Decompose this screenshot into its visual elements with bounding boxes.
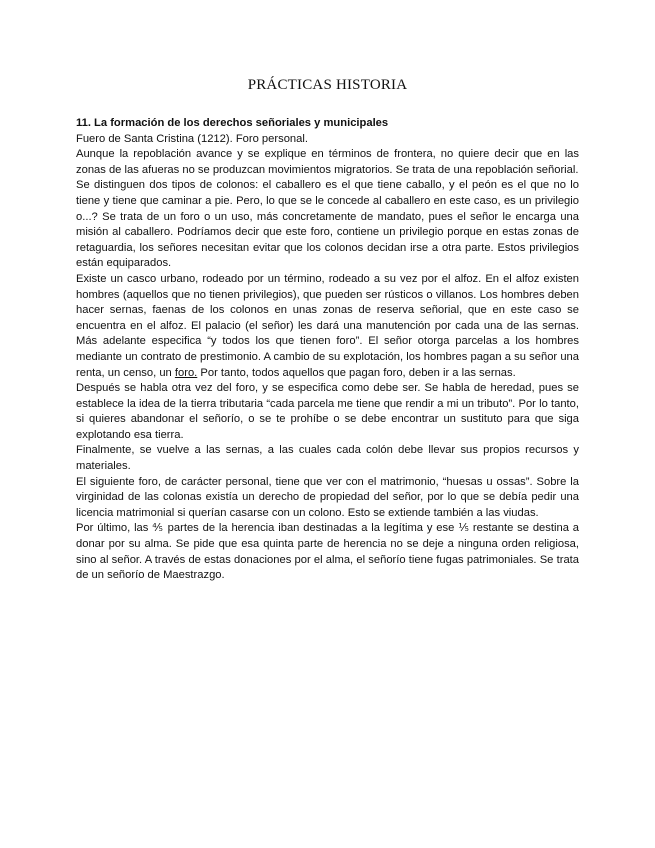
- document-title: PRÁCTICAS HISTORIA: [247, 77, 408, 93]
- intro-line: Fuero de Santa Cristina (1212). Foro personal.: [76, 132, 308, 145]
- paragraph-repoblacion: Aunque la repoblación avance y se explique en términos de frontera, no quiere decir que en las zonas de las afueras no se produzcan movimientos migratorios. Se trata de una repoblación señorial.: [76, 148, 579, 176]
- paragraph-heredad: Después se habla otra vez del foro, y se especifica como debe ser. Se habla de heredad, pues se establece la idea de la tierra tributaria “cada parcela me tiene que rendir a mi un tributo”. Por lo tanto, si quieres abandonar el señorío, o se te prohíbe o se debe encontrar un sustituto para que siga explotando esa tierra.: [76, 382, 579, 441]
- section-heading: 11. La formación de los derechos señoriales y municipales: [76, 117, 389, 129]
- paragraph-casco-urbano-text-start: Existe un casco urbano, rodeado por un término, rodeado a su vez por el alfoz. En el alfoz existen hombres (aquellos que no tienen privilegios), que pueden ser rústicos o villanos. Los hombres deben hacer sernas, faenas de los colonos en unas zonas de reserva señorial, que en este caso se encuentra en el alfoz. El palacio (el señor) les dará una manutención por cada una de las sernas. Más adelante especifica “y todos los que tienen foro”. El señor otorga parcelas a los hombres mediante un contrato de prestimonio. A cambio de su explotación, los hombres pagan a su señor una renta, un censo, un: [76, 272, 579, 379]
- document-body: [76, 116, 579, 584]
- paragraph-sernas: Finalmente, se vuelve a las sernas, a las cuales cada colón debe llevar sus propios recursos y materiales.: [76, 444, 579, 473]
- paragraph-herencia: Por último, las ⅘ partes de la herencia iban destinadas a la legítima y ese ⅕ restante se destina a donar por su alma. Se pide que esa quinta parte de herencia no se deje a ninguna orden religiosa, sino al señor. A través de estas donaciones por el alma, el señorío tiene fugas patrimoniales. Se trata de un señorío de Maestrazgo.: [76, 522, 579, 582]
- paragraph-casco-urbano: [76, 272, 579, 381]
- paragraph-matrimonio: El siguiente foro, de carácter personal, tiene que ver con el matrimonio, “huesas u ossas”. Sobre la virginidad de las colonas existía un derecho de propiedad del señor, por lo que se debía pedir una licencia matrimonial si querían casarse con un colono. Esto se extiende también a las viudas.: [76, 475, 579, 519]
- paragraph-casco-urbano-text-end: Por tanto, todos aquellos que pagan foro, deben ir a las sernas.: [197, 366, 516, 379]
- underlined-term-foro: foro.: [174, 366, 198, 379]
- paragraph-colonos: Se distinguen dos tipos de colonos: el caballero es el que tiene caballo, y el peón es el que no lo tiene y tiene que caminar a pie. Pero, lo que se le concede al caballero en este caso, es un privilegio o...? Se trata de un foro o un uso, más concretamente de mandato, pues el señor le encarga una misión al caballero. Podríamos decir que este foro, contiene un privilegio porque en estas zonas de retaguardia, los señores necesitan evitar que los colonos decidan irse a otra parte. Estos privilegios están equiparados.: [76, 179, 579, 270]
